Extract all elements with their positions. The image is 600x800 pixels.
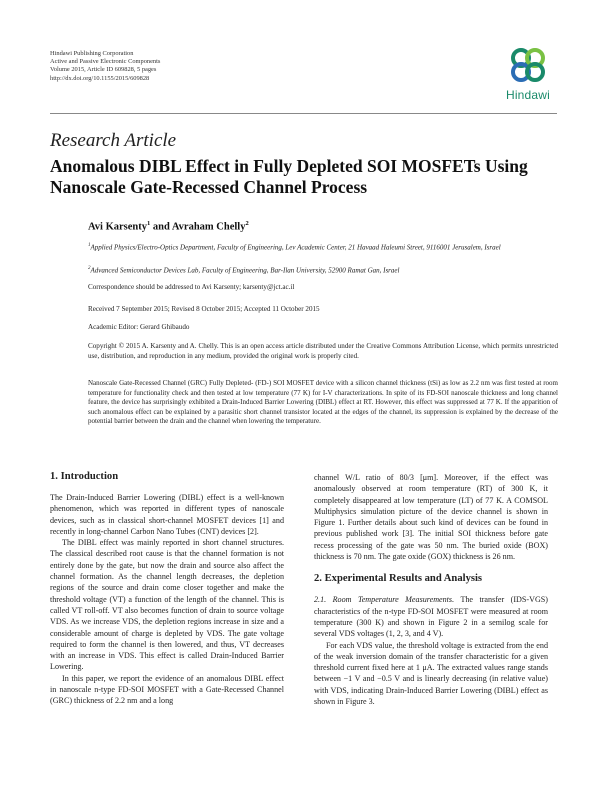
author-sup: 2 [245,220,249,227]
header-journal: Active and Passive Electronic Components [50,58,161,66]
author-joiner: and [150,221,172,233]
affiliation [88,264,558,275]
author-list [88,220,249,233]
paragraph: channel W/L ratio of 80/3 [μm]. Moreover, if the effect was anomalously observed at room temperature (RT) of 300 K, it completely disappeared at low temperature (LT) of 77 K. A COMSOL Multiphysics simulation picture of the device channel is shown in Figure 1. Further details about such kind of devices can be found in previous published work [3]. The initial SOI thickness before gate recess processing of the gate was 50 nm. The buried oxide (BOX) thickness is 70 nm. The gate oxide (GOX) thickness is 26 nm. [314,473,548,562]
affiliation-text: Applied Physics/Electro-Optics Department, Faculty of Engineering, Lev Academic Center, 21 Havaad Haleumi Street, 9116001 Jerusalem, Israel [90,243,501,252]
paragraph: The transfer (IDS-VGS) characteristics of the n-type FD-SOI MOSFET were measured at room temperature (300 K) and shown in Figure 2 in a semilog scale for several VDS voltages (1, 2, 3, and 4 V). [314,595,548,639]
academic-editor: Academic Editor: Gerard Ghibaudo [88,323,190,331]
author-name: Avraham Chelly [171,221,246,233]
section-heading: 1. Introduction [50,471,119,482]
paragraph: The DIBL effect was mainly reported in short channel structures. The classical described root cause is that the channel formation is not entirely done by the gate, but now the drain and source also affect the channel formation. As the channel length decreases, the depletion regions of the source and drain come closer together and make the threshold voltage (VT) a function of the length of the channel. This is called VT roll-off. VT also becomes function of drain to source voltage VDS. As we increase VDS, the depletion regions increase in size and a considerable amount of charge is depleted by VDS. The gate voltage required to form the channel is then lowered, and thus, VT decreases with an increase in VDS. This effect is called Drain-Induced Barrier Lowering. [50,538,284,672]
header-publisher: Hindawi Publishing Corporation [50,50,134,57]
author-sup: 1 [147,220,151,227]
affiliation-sup: 1 [88,243,91,248]
paragraph: For each VDS value, the threshold voltage is extracted from the end of the weak inversion domain of the transfer characteristic for a given threshold current fixed here at 1 μA. The extracted values range stands between −1 V and −0.5 V and is linearly decreasing (in relative value) with VDS, indicating Drain-Induced Barrier Lowering (DIBL) effect as shown in Figure 3. [314,640,548,707]
subsection-heading: 2.1. Room Temperature Measurements. [314,595,455,605]
journal-header [50,50,160,83]
correspondence: Correspondence should be addressed to Avi Karsenty; karsenty@jct.ac.il [88,283,295,291]
column-right [314,472,548,707]
affiliation [88,241,558,252]
paper-title: Anomalous DIBL Effect in Fully Depleted SOI MOSFETs Using Nanoscale Gate-Recessed Channel Process [50,156,528,197]
paragraph: In this paper, we report the evidence of an anomalous DIBL effect in nanoscale n-type FD-SOI MOSFET with a Gate-Recessed Channel (GRC) thickness of 2.2 nm and a long [50,673,284,706]
affiliation-sup: 2 [88,266,91,271]
author-name: Avi Karsenty [88,221,148,233]
section-heading: 2. Experimental Results and Analysis [314,573,483,585]
column-left [50,470,284,707]
header-divider [50,113,557,114]
hindawi-logo-text: Hindawi [505,88,551,102]
affiliation-text: Advanced Semiconductor Devices Lab, Faculty of Engineering, Bar-Ilan University, 52900 Ramat Gan, Israel [90,266,400,275]
abstract: Nanoscale Gate-Recessed Channel (GRC) Fully Depleted- (FD-) SOI MOSFET device with a silicon channel thickness (tSi) as low as 2.2 nm was first tested at room temperature for functionality check and then tested at low temperature (77 K) for I-V characterizations. In spite of its FD-SOI nanoscale thickness and long channel feature, the device has surprisingly exhibited a Drain-Induced Barrier Lowering (DIBL) effect at RT. However, this effect was suppressed at 77 K. If the apparition of such anomalous effect can be explained by a parasitic short channel transistor located at the edges of the channel, its suppression is explained by the decrease of the potential barrier between the drain and the channel when lowering the temperature. [88,379,558,426]
received-dates: Received 7 September 2015; Revised 8 October 2015; Accepted 11 October 2015 [88,305,320,313]
paragraph: The Drain-Induced Barrier Lowering (DIBL) effect is a well-known phenomenon, which was reported in different types of nanoscale devices, such as in classical short-channel MOSFET devices [1] and recently in long-channel Carbon Nano Tubes (CNT) devices [2]. [50,493,284,536]
header-volume: Volume 2015, Article ID 609828, 5 pages [50,66,157,74]
article-type: Research Article [50,130,177,151]
copyright-notice: Copyright © 2015 A. Karsenty and A. Chelly. This is an open access article distributed under the Creative Commons Attribution License, which permits unrestricted use, distribution, and reproduction in any medium, provided the original work is properly cited. [88,342,558,360]
header-doi-link[interactable]: http://dx.doi.org/10.1155/2015/609828 [50,74,150,82]
